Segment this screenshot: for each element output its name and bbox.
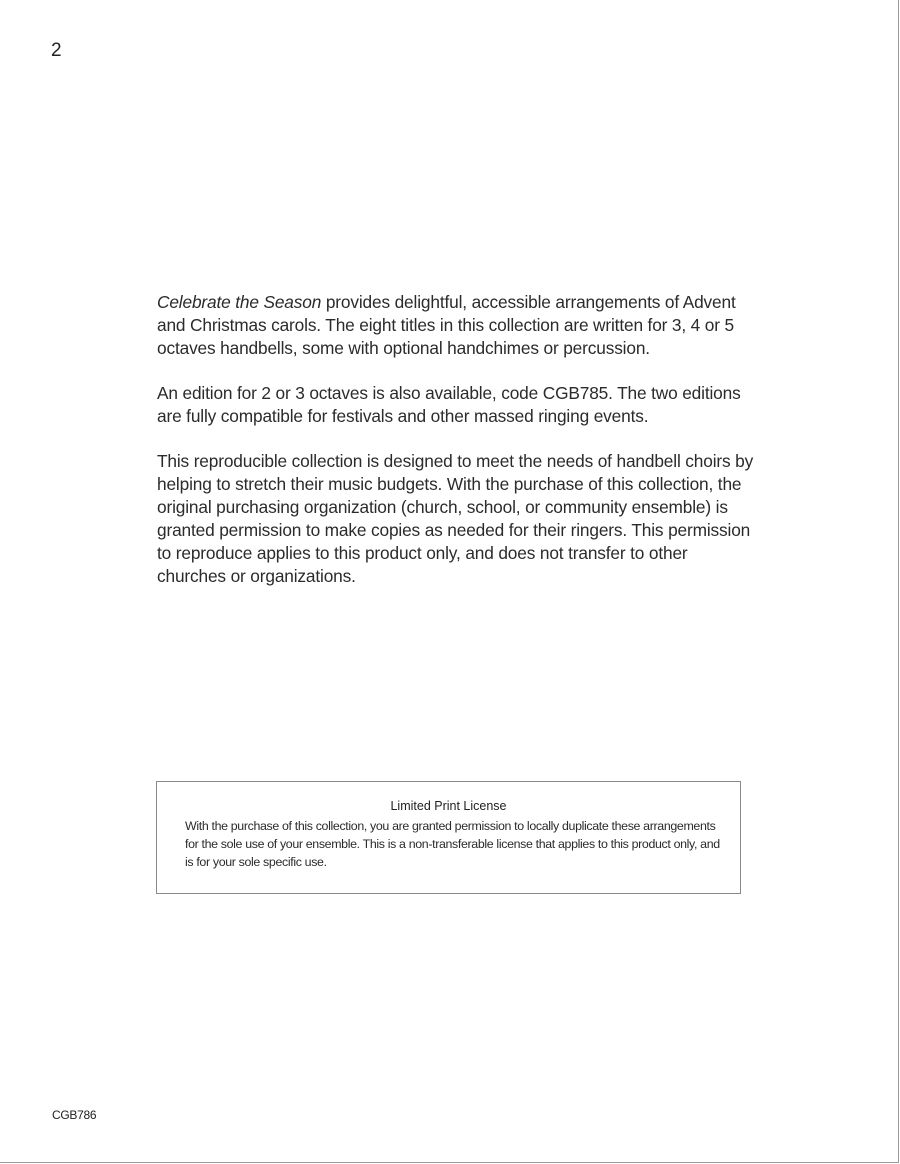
intro-text xyxy=(157,291,757,610)
license-text: With the purchase of this collection, you are granted permission to locally duplicate these arrangements for the sole use of your ensemble. This is a non-transferable license that applies to this product only, and is for your sole specific use. xyxy=(185,819,720,869)
intro-paragraph-2: An edition for 2 or 3 octaves is also available, code CGB785. The two editions are fully compatible for festivals and other massed ringing events. xyxy=(157,383,741,426)
collection-title: Celebrate the Season xyxy=(157,292,322,312)
product-code: CGB786 xyxy=(52,1108,97,1122)
intro-paragraph-1 xyxy=(157,291,757,360)
page-number: 2 xyxy=(51,40,62,61)
intro-paragraph-1-text: provides delightful, accessible arrangements of Advent and Christmas carols. The eight titles in this collection are written for 3, 4 or 5 octaves handbells, some with optional handchimes or percussion. xyxy=(157,292,736,358)
license-box xyxy=(156,781,741,894)
license-title: Limited Print License xyxy=(390,799,507,813)
intro-paragraph-3: This reproducible collection is designed to meet the needs of handbell choirs by helping to stretch their music budgets. With the purchase of this collection, the original purchasing organization (church, school, or community ensemble) is granted permission to make copies as needed for their ringers. This permission to reproduce applies to this product only, and does not transfer to other churches or organizations. xyxy=(157,451,754,586)
